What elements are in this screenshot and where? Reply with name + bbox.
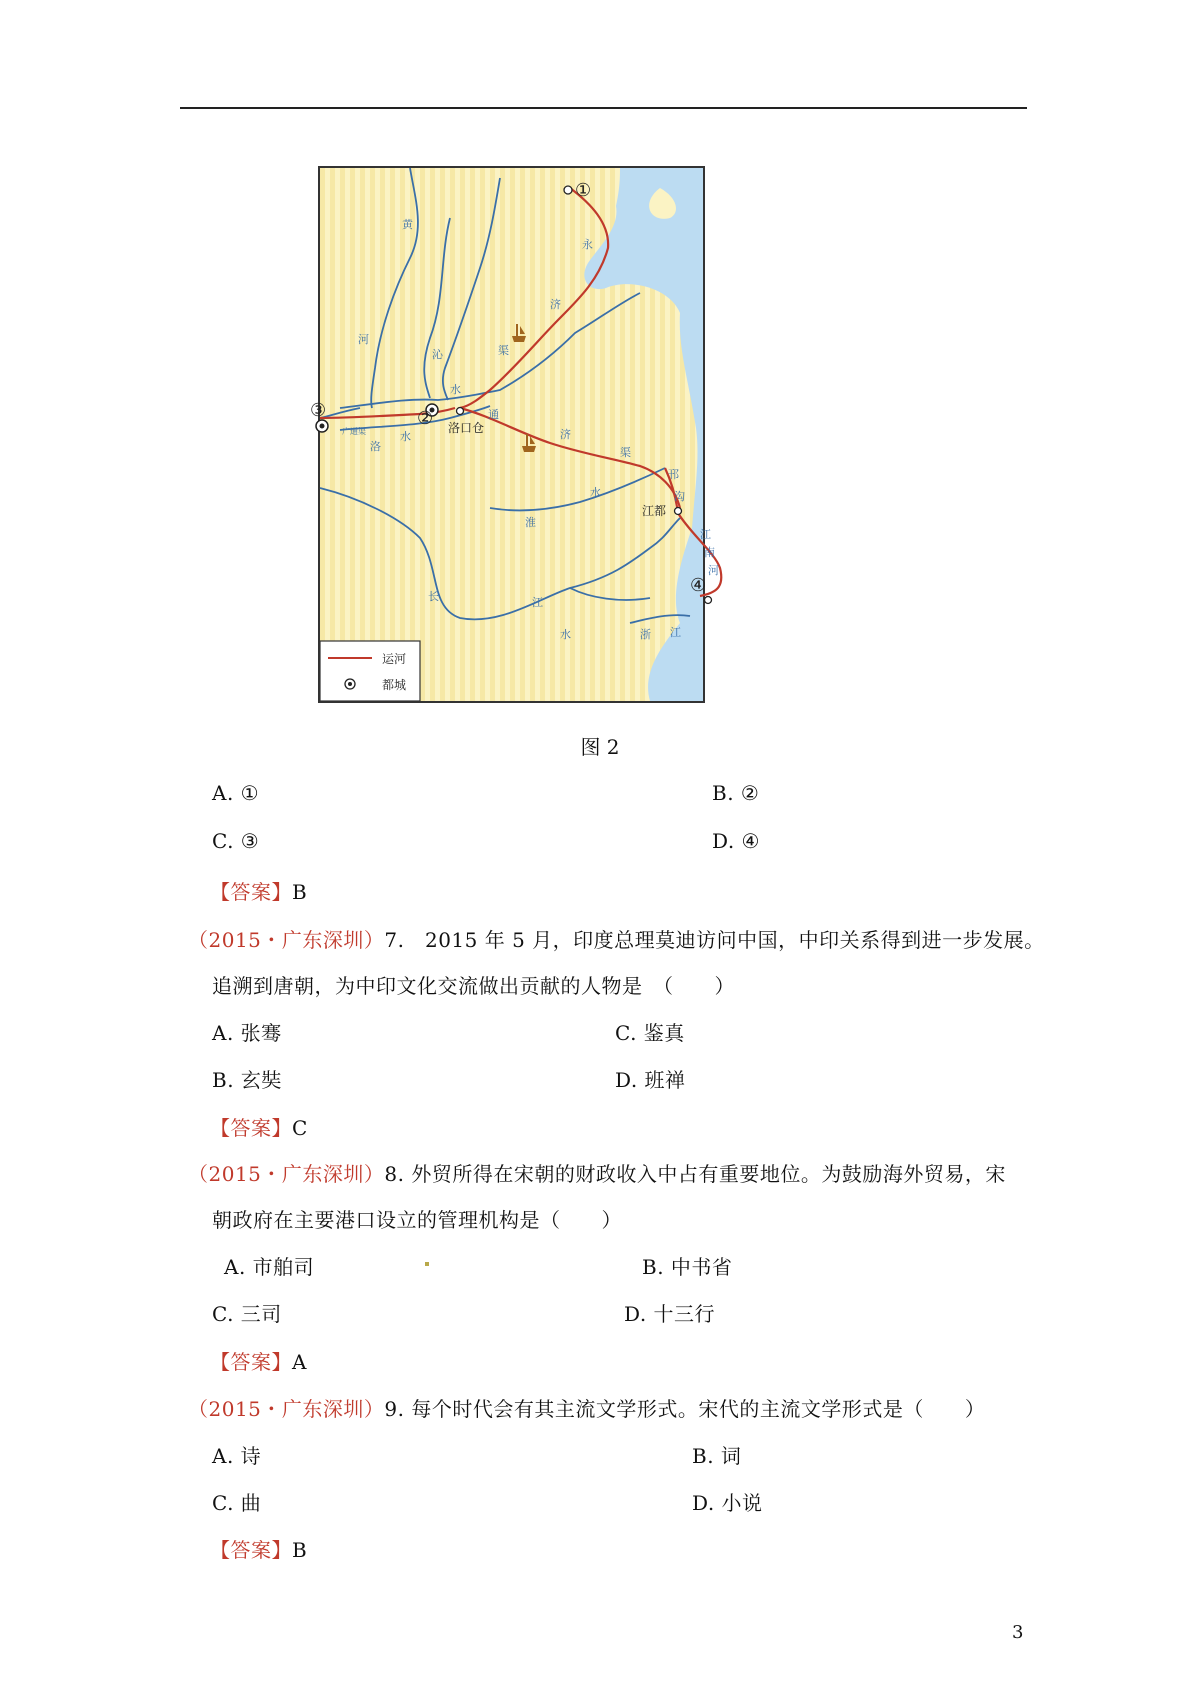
label-river-jiang: 江 (532, 596, 543, 609)
q9-answer-label: 【答案】 (210, 1538, 292, 1562)
q9-stem-line-1 (188, 1393, 985, 1422)
q7-answer-label: 【答案】 (210, 1116, 292, 1140)
q9-option-a: A. 诗 (212, 1444, 262, 1468)
label-river-yong: 永 (582, 238, 593, 251)
label-river-luo-shui: 水 (400, 430, 411, 443)
figure-caption: 图 2 (580, 735, 620, 759)
label-river-han: 邗 (668, 468, 679, 481)
q6-option-c: C. ③ (212, 829, 260, 853)
q7-option-b: B. 玄奘 (212, 1068, 282, 1092)
q7-answer (210, 1112, 308, 1141)
q8-option-a: A. 市舶司 (224, 1255, 315, 1279)
legend-capital-label: 都城 (382, 678, 407, 692)
q9-answer (210, 1534, 307, 1563)
label-river-luo: 洛 (370, 440, 381, 453)
label-river-guangtong: 广通渠 (342, 427, 366, 436)
marker-3-capital-dot (320, 424, 325, 429)
q8-stem-line-1 (188, 1158, 1006, 1187)
label-river-huang: 黄 (402, 218, 413, 231)
q8-source: （2015・广东深圳） (188, 1162, 385, 1186)
q8-option-c: C. 三司 (212, 1302, 282, 1326)
page-number: 3 (1012, 1622, 1024, 1643)
q8-option-b: B. 中书省 (642, 1255, 733, 1279)
q6-option-d: D. ④ (712, 829, 760, 853)
q7-answer-value: C (292, 1116, 308, 1140)
q9-stem-1: 9. 每个时代会有其主流文学形式。宋代的主流文学形式是（ ） (384, 1397, 986, 1421)
q6-answer-value: B (292, 880, 308, 904)
label-river-qin-shui: 水 (450, 383, 461, 396)
luokoucang-circle (457, 408, 464, 415)
jiangdu-circle (675, 508, 682, 515)
q9-source: （2015・广东深圳） (188, 1397, 385, 1421)
q7-option-d: D. 班禅 (615, 1068, 686, 1092)
q9-option-d: D. 小说 (692, 1491, 763, 1515)
q7-stem-2: 追溯到唐朝，为中印文化交流做出贡献的人物是 （ ） (212, 974, 735, 998)
label-river-zhe-jiang: 江 (670, 626, 681, 639)
grand-canal-map (310, 166, 719, 703)
label-river-huai-shui: 水 (590, 486, 601, 499)
q6-option-a: A. ① (212, 781, 260, 805)
label-river-jiangnan-3: 河 (708, 564, 719, 577)
label-river-qin: 沁 (432, 348, 443, 361)
label-river-zhe: 浙 (640, 628, 651, 641)
q8-answer-label: 【答案】 (210, 1350, 292, 1374)
map-svg (310, 168, 719, 701)
label-river-tongji-ji: 济 (560, 428, 571, 441)
label-circle-3: ③ (310, 400, 327, 421)
label-river-he: 河 (358, 333, 369, 346)
label-river-gou: 沟 (674, 490, 685, 503)
label-jiangdu: 江都 (642, 504, 667, 518)
q7-option-c: C. 鉴真 (615, 1021, 685, 1045)
label-river-jiangnan-1: 江 (700, 528, 711, 541)
stray-dot (425, 1262, 429, 1266)
label-river-huai: 淮 (525, 516, 536, 529)
map-legend (320, 641, 420, 701)
label-river-tongji-qu: 渠 (620, 446, 631, 459)
label-river-ji: 济 (550, 298, 561, 311)
label-river-jiangnan-2: 南 (704, 546, 715, 559)
q8-option-d: D. 十三行 (624, 1302, 716, 1326)
q8-answer-value: A (292, 1350, 307, 1374)
q8-stem-2: 朝政府在主要港口设立的管理机构是（ ） (212, 1208, 622, 1232)
label-river-qu: 渠 (498, 344, 509, 357)
q8-answer (210, 1346, 307, 1375)
q6-option-b: B. ② (712, 781, 760, 805)
label-circle-2: ② (417, 408, 434, 429)
label-river-shui: 水 (560, 628, 571, 641)
legend-box (320, 641, 420, 701)
q9-option-c: C. 曲 (212, 1491, 262, 1515)
label-river-tong: 通 (488, 408, 499, 421)
legend-canal-label: 运河 (382, 652, 407, 666)
q7-option-a: A. 张骞 (212, 1021, 282, 1045)
q6-answer (210, 876, 307, 905)
header-rule (180, 107, 1027, 109)
legend-capital-dot (348, 682, 352, 686)
marker-1-circle (564, 186, 572, 194)
q6-answer-label: 【答案】 (210, 880, 292, 904)
label-luokoucang: 洛口仓 (448, 421, 485, 435)
q7-stem-line-1 (188, 924, 1045, 953)
label-circle-1: ① (575, 180, 592, 201)
q9-answer-value: B (292, 1538, 308, 1562)
label-circle-4: ④ (690, 575, 707, 596)
q8-stem-1: 8. 外贸所得在宋朝的财政收入中占有重要地位。为鼓励海外贸易，宋 (384, 1162, 1006, 1186)
label-river-chang: 长 (428, 590, 439, 603)
q9-option-b: B. 词 (692, 1444, 742, 1468)
q7-source: （2015・广东深圳） (188, 928, 385, 952)
marker-4-circle (705, 597, 712, 604)
q7-stem-1: 7. 2015 年 5 月，印度总理莫迪访问中国，中印关系得到进一步发展。 (384, 928, 1045, 952)
